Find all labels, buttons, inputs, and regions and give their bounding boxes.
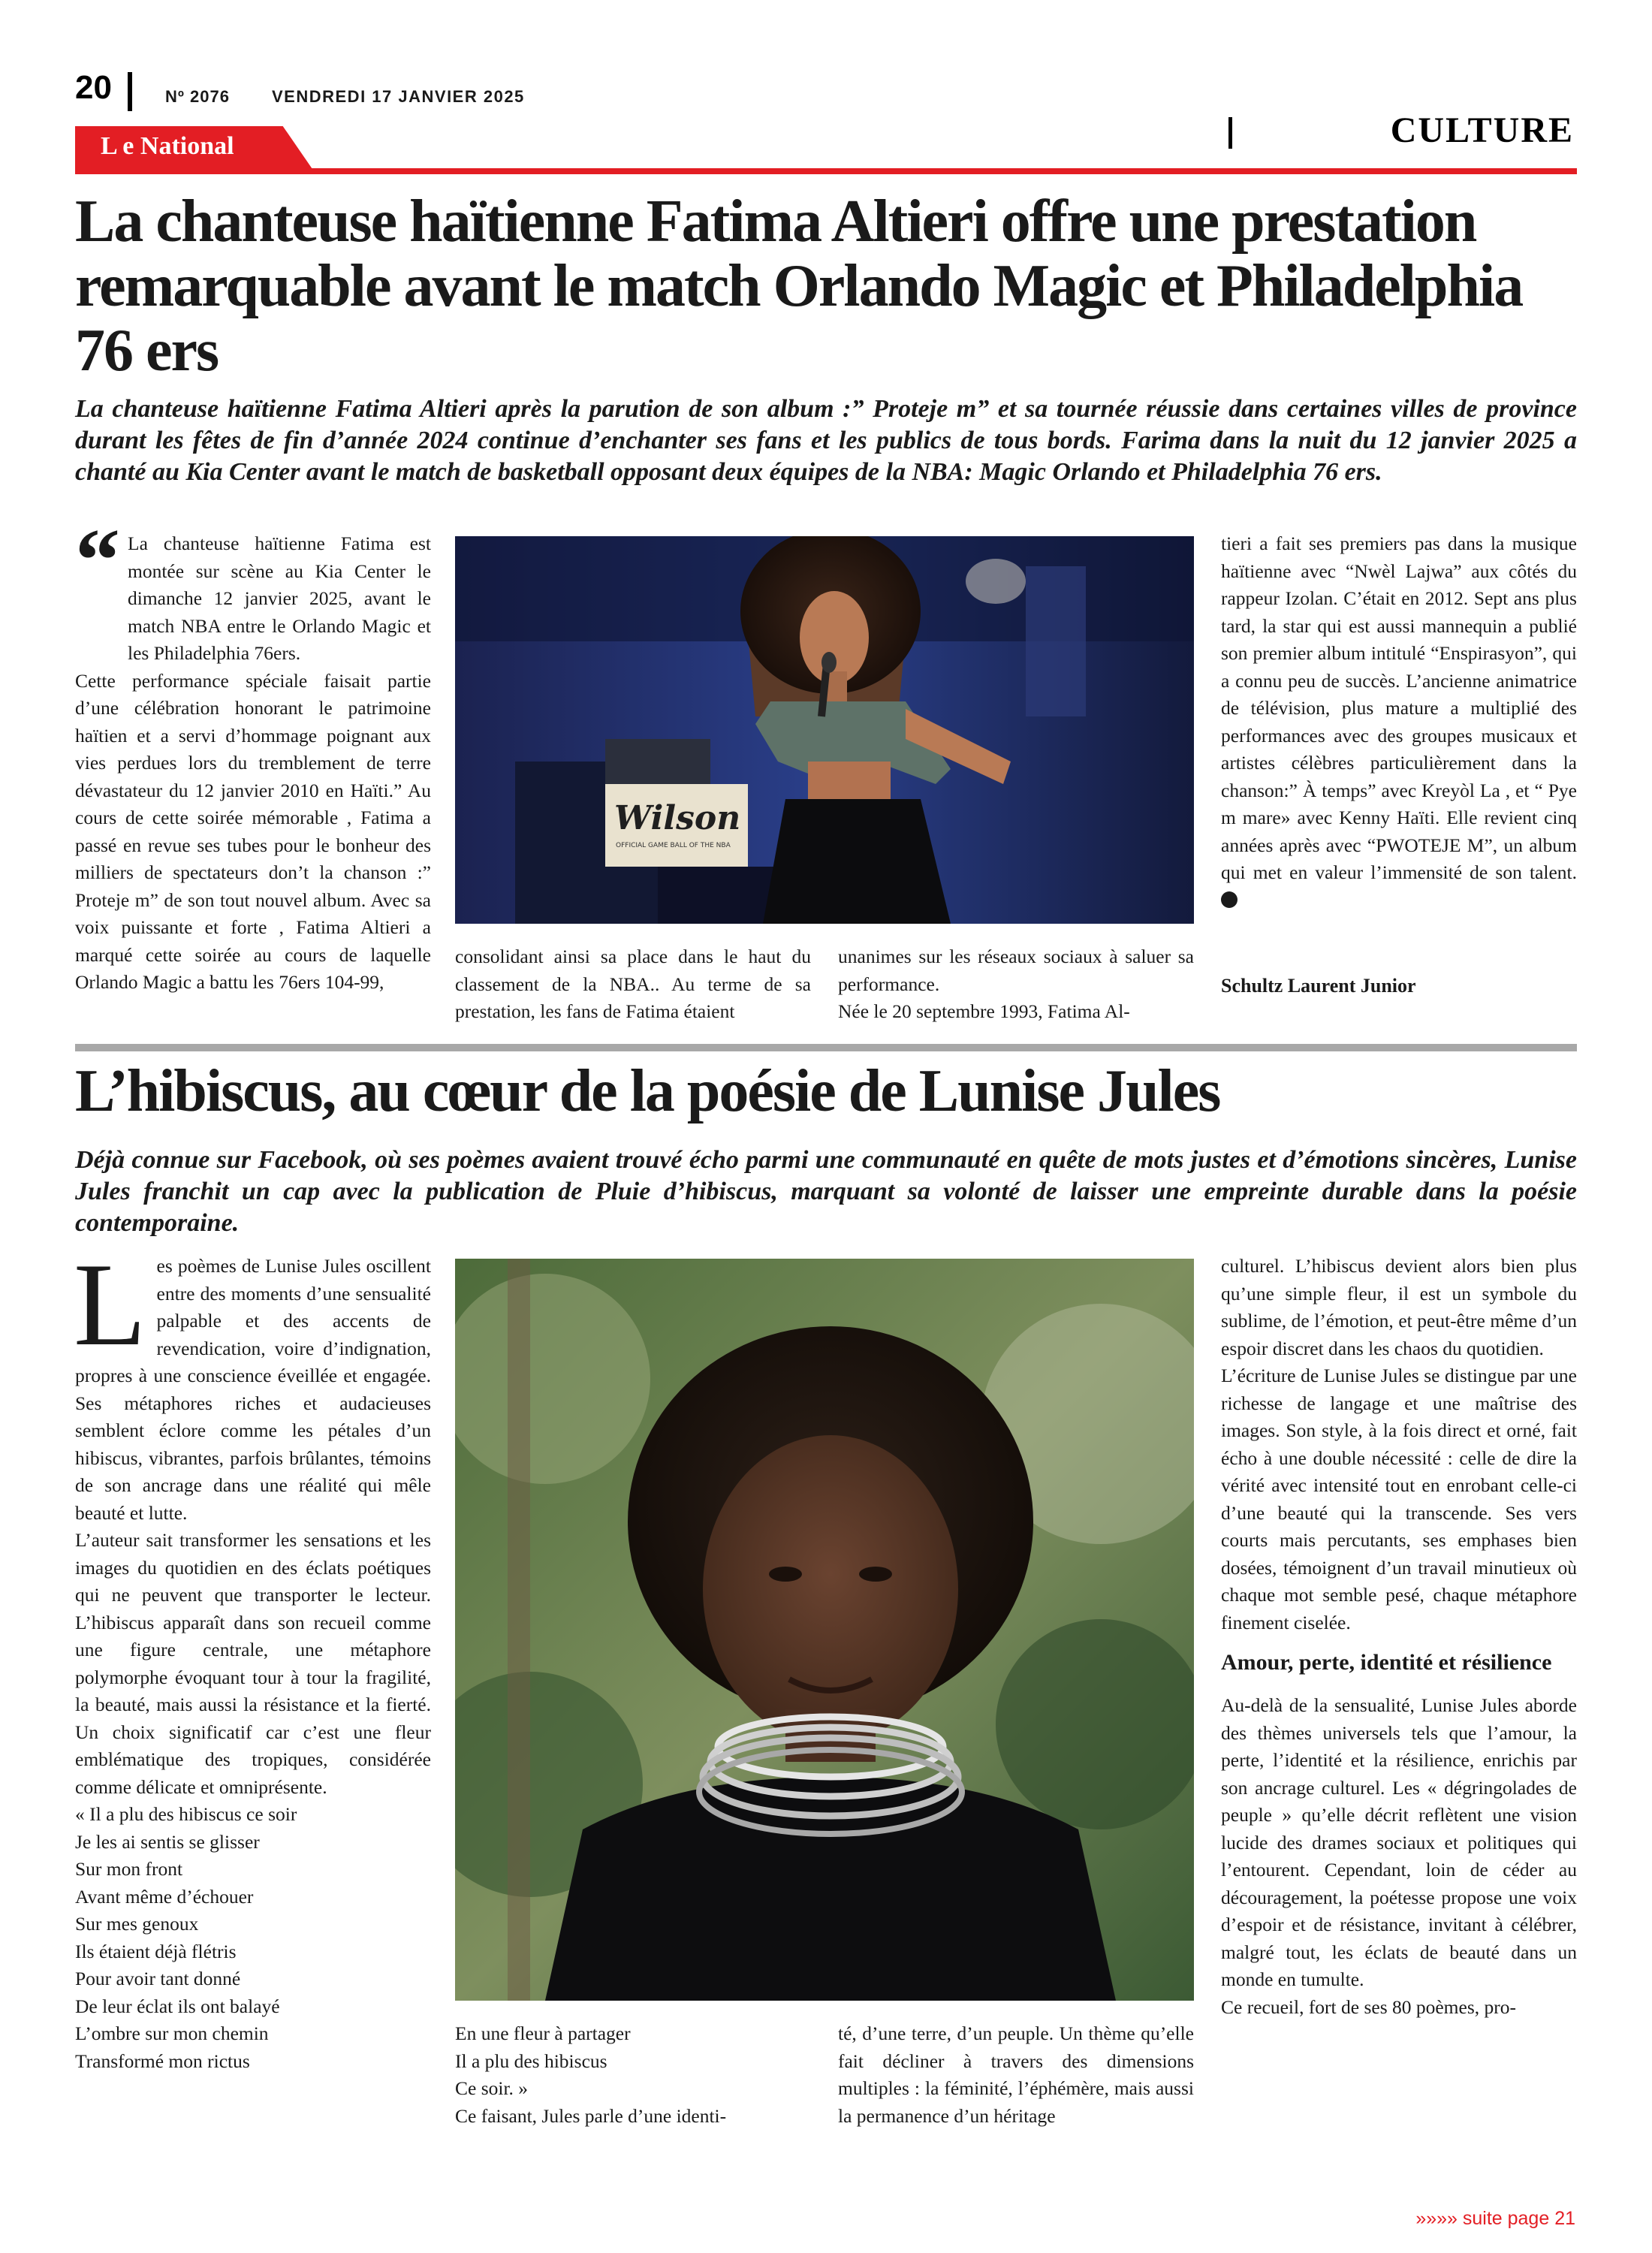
poem-excerpt-part1: [75, 1801, 431, 2075]
article1-col1-body: Cette performance spéciale faisait partie d’une célébration honorant le patrimoine haïtien et a servi d’hommage poignant aux vies perdues lors du tremblement de terre dévastateur du 12 janvier 2010 en Haïti.” Au cours de cette soirée mémorable , Fatima a passé en revue ses tubes pour le bonheur des milliers de spectateurs don’t la chanson :” Proteje m” de son tout nouvel album. Avec sa voix puissante et forte , Fatima Altieri a marqué cette soirée au cours de laquelle Orlando Magic a battu les 76ers 104-99,: [75, 669, 431, 993]
article2-column-4: [1221, 1253, 1577, 2021]
article2-lede: Déjà connue sur Facebook, où ses poèmes avaient trouvé écho parmi une communauté en quête de mots justes et d’émotions sincères, Lunise Jules franchit un cap avec la publication de Pluie d’hibiscus, marquant sa volonté de laisser une empreinte durable dans la poésie contemporaine.: [75, 1146, 1577, 1237]
article1-byline: Schultz Laurent Junior: [1221, 975, 1416, 997]
article2-column-1: [74, 1239, 431, 2075]
poem-line: Avant même d’échouer: [75, 1885, 254, 1908]
continued-on-page: »»»» suite page 21: [1415, 2208, 1575, 2229]
issue-number: Nº 2076: [165, 87, 230, 106]
article2-headline: L’hibiscus, au cœur de la poésie de Lunise Jules: [75, 1058, 1220, 1124]
header-rule: [75, 168, 1577, 174]
article1-column-1: [75, 530, 431, 997]
article1-column-3: unanimes sur les réseaux sociaux à saluer sa performance. Née le 20 septembre 1993, Fatima Al-: [838, 946, 1194, 1022]
article1-column-4: [1221, 530, 1577, 914]
article2-col4-p3: Au-delà de la sensualité, Lunise Jules aborde des thèmes universels tels que l’amour, la perte, l’identité et la résilience, enrichis par son ancrage culturel. Les « dégringolades de peuple » qu’elle décrit reflètent une vision lucide des drames sociaux et politiques qui l’entourent. Cependant, loin de céder au découragement, la poétesse propose une voix d’espoir et de résistance, invitant à célébrer, malgré tout, les éclats de beauté dans un monde en tumulte.: [1221, 1694, 1577, 1990]
article2-col1-p1: es poèmes de Lunise Jules oscillent entre des moments d’une sensualité palpable et des accents de revendication, voire d’indignation, propres à une conscience éveillée et engagée. Ses métaphores riches et audacieuses semblent éclore comme les pétales d’un hibiscus, vibrantes, parfois brûlantes, témoins de son ancrage dans une réalité qui mêle beauté et lutte.: [75, 1255, 431, 1524]
section-title: CULTURE: [1390, 110, 1574, 150]
poem-line: Je les ai sentis se glisser: [75, 1830, 260, 1853]
poem-line: Il a plu des hibiscus: [455, 2049, 607, 2072]
article2-column-2: [455, 2020, 811, 2130]
article1-column-2: consolidant ainsi sa place dans le haut du classement de la NBA.. Au terme de sa prestation, les fans de Fatima étaient: [455, 946, 811, 1022]
article2-col4-p2: L’écriture de Lunise Jules se distingue par une richesse de langage et une maîtrise des images. Son style, à la fois direct et orné, fait écho à une double nécessité : celle de dire la vérité avec intensité tout en enrobant celle-ci d’une beauté qui la transcende. Ses vers courts mais percutants, ses emphases bien dosées, témoignent d’un travail minutieux où chaque mot semble pesé, chaque métaphore finement ciselée.: [1221, 1365, 1577, 1633]
lunise-jules-photo: [455, 1259, 1194, 2001]
poem-line: « Il a plu des hibiscus ce soir: [75, 1803, 297, 1825]
poem-line: Sur mon front: [75, 1858, 183, 1880]
poem-line: En une fleur à partager: [455, 2022, 631, 2044]
wilson-sign: Wilson: [614, 799, 741, 837]
end-of-article-mark: [1221, 891, 1237, 908]
publication-name: L e National: [101, 132, 234, 160]
quote-mark: “: [75, 510, 120, 610]
article2-col2-body: Ce faisant, Jules parle d’une identi-: [455, 2104, 727, 2127]
poem-line: L’ombre sur mon chemin: [75, 2022, 269, 2044]
article2-col4-p1: culturel. L’hibiscus devient alors bien plus qu’une simple fleur, il est un symbole du sublime, de l’émotion, et peut-être même d’un espoir discret dans les chaos du quotidien.: [1221, 1255, 1577, 1359]
article2-col1-p2: L’auteur sait transformer les sensations et les images du quotidien en des éclats poétiques qui ne peuvent que transporter le lecteur. L’hibiscus apparaît dans son recueil comme une figure centrale, une métaphore polymorphe évoquant tour à tour la fragilité, la beauté, mais aussi la résistance et la fierté. Un choix significatif car c’est une fleur emblématique des tropiques, considérée comme délicate et omniprésente.: [75, 1529, 431, 1798]
article1-col4-body: tieri a fait ses premiers pas dans la musique haïtienne avec “Nwèl Lajwa” aux côtés du rappeur Izolan. C’était en 2012. Sept ans plus tard, la star qui est aussi mannequin a publié son premier album intitulé “Enspirasyon”, qui a connu peu de succès. L’ancienne animatrice de télévision, plus mature a multiplié des performances avec des groupes musicaux et artistes célèbres particulièrement dans la chanson:” À temps” avec Kreyòl La , et “ Pye m mare» avec Kenny Haïti. Elle revient cinq années après avec “PWOTEJE M”, un album qui met en valeur l’immensité de son talent.: [1221, 532, 1577, 883]
article-separator: [75, 1044, 1577, 1051]
article1-headline: La chanteuse haïtienne Fatima Altieri offre une prestation remarquable avant le match Orlando Magic et Philadelphia 76 ers: [75, 189, 1523, 384]
article1-col1-intro: La chanteuse haïtienne Fatima est montée sur scène au Kia Center le dimanche 12 janvier 2025, avant le match NBA entre le Orlando Magic et les Philadelphia 76ers.: [128, 532, 431, 664]
article2-col4-p4: Ce recueil, fort de ses 80 poèmes, pro-: [1221, 1995, 1516, 2018]
article2-subheading: Amour, perte, identité et résilience: [1221, 1650, 1552, 1675]
issue-date: VENDREDI 17 JANVIER 2025: [272, 87, 525, 106]
page-number: 20: [75, 69, 112, 106]
fatima-altieri-photo: [455, 536, 1194, 924]
drop-cap: L: [74, 1239, 146, 1371]
section-divider: [1228, 117, 1232, 149]
page-number-divider: [128, 72, 132, 111]
poem-line: Sur mes genoux: [75, 1913, 199, 1935]
poem-line: Ce soir. »: [455, 2077, 529, 2099]
wilson-sign-subtext: OFFICIAL GAME BALL OF THE NBA: [616, 842, 731, 849]
article2-column-3: té, d’une terre, d’un peuple. Un thème qu’elle fait décliner à travers des dimensions multiples : la féminité, l’éphémère, mais aussi la permanence d’un héritage: [838, 2022, 1194, 2127]
article1-lede: La chanteuse haïtienne Fatima Altieri après la parution de son album :” Proteje m” et sa tournée réussie dans certaines villes de province durant les fêtes de fin d’année 2024 continue d’enchanter ses fans et les publics de tous bords. Farima dans la nuit du 12 janvier 2025 a chanté au Kia Center avant le match de basketball opposant deux équipes de la NBA: Magic Orlando et Philadelphia 76 ers.: [75, 395, 1577, 486]
poem-line: Pour avoir tant donné: [75, 1968, 241, 1989]
poem-line: Transformé mon rictus: [75, 2049, 250, 2072]
poem-excerpt-part2: [455, 2020, 811, 2103]
poem-line: Ils étaient déjà flétris: [75, 1940, 237, 1962]
poem-line: De leur éclat ils ont balayé: [75, 1995, 280, 2017]
